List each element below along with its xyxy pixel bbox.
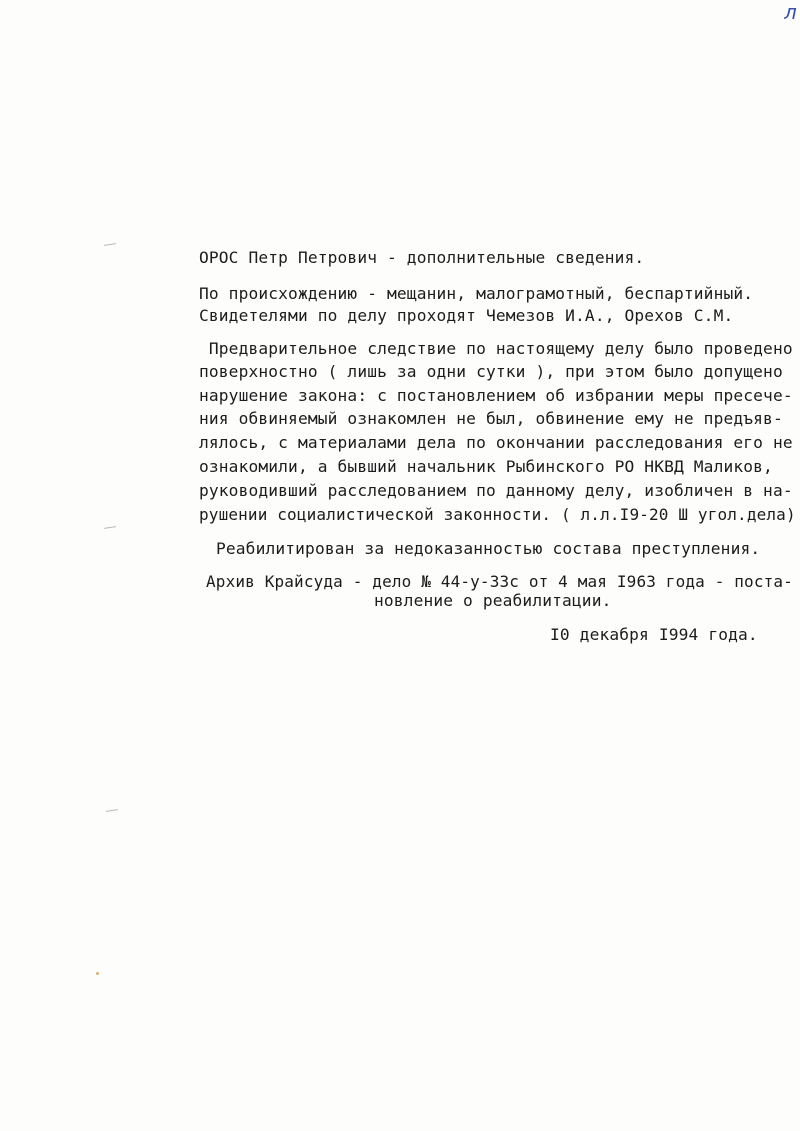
punch-mark-top xyxy=(104,243,116,246)
investigation-line-2: поверхностно ( лишь за одни сутки ), при этом было допущено xyxy=(199,362,783,381)
scan-speck xyxy=(96,972,99,975)
investigation-line-4: ния обвиняемый ознакомлен не был, обвинение ему не предъяв- xyxy=(199,409,783,428)
punch-mark-bottom xyxy=(106,809,118,812)
investigation-line-7: руководивший расследованием по данному делу, изобличен в на- xyxy=(199,481,793,500)
origin-line: По происхождению - мещанин, малограмотный, беспартийный. xyxy=(199,284,754,303)
corner-mark: л xyxy=(784,0,797,24)
investigation-line-5: лялось, с материалами дела по окончании расследования его не xyxy=(199,433,793,452)
rehabilitation-line: Реабилитирован за недоказанностью состава преступления. xyxy=(216,539,761,558)
archive-line-2: новление о реабилитации. xyxy=(374,591,612,610)
document-heading: ОРОС Петр Петрович - дополнительные сведения. xyxy=(199,248,645,267)
witnesses-line: Свидетелями по делу проходят Чемезов И.А., Орехов С.М. xyxy=(199,306,734,325)
investigation-line-3: нарушение закона: с постановлением об избрании меры пресече- xyxy=(199,386,793,405)
investigation-line-8: рушении социалистической законности. ( л.л.I9-20 Ш угол.дела) xyxy=(199,505,796,524)
date-line: I0 декабря I994 года. xyxy=(550,625,758,644)
investigation-line-6: ознакомили, а бывший начальник Рыбинского РО НКВД Маликов, xyxy=(199,457,773,476)
punch-mark-middle xyxy=(104,526,116,529)
archive-line-1: Архив Крайсуда - дело № 44-у-33с от 4 мая I963 года - поста- xyxy=(206,572,793,591)
investigation-line-1: Предварительное следствие по настоящему делу было проведено xyxy=(199,339,793,358)
